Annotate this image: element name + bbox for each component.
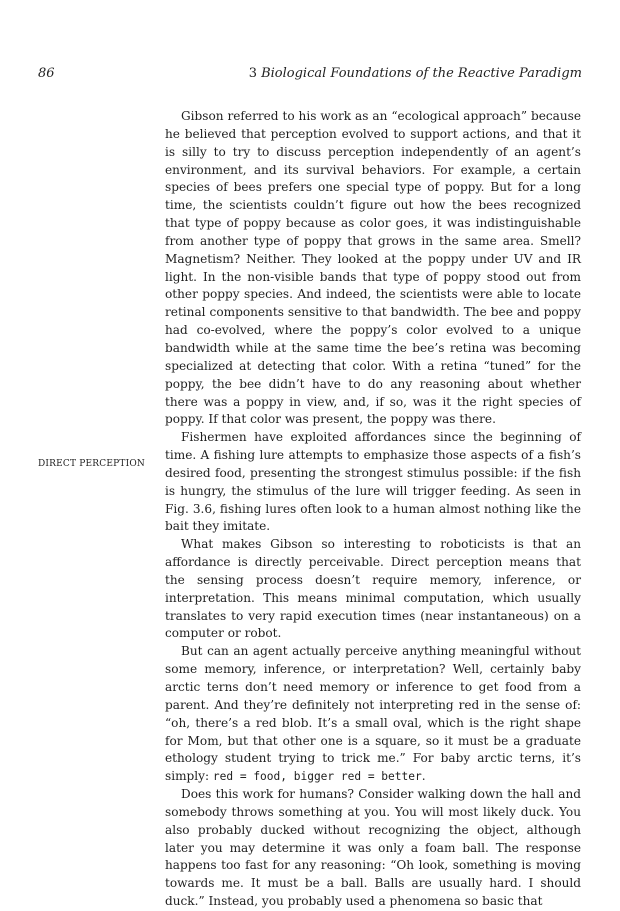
paragraph-end: . bbox=[421, 769, 426, 784]
code-snippet: red = food, bigger red = better bbox=[212, 770, 422, 784]
running-head bbox=[249, 66, 582, 81]
body-text bbox=[165, 108, 581, 911]
margin-note: DIRECT PERCEPTION bbox=[38, 459, 145, 469]
paragraph bbox=[165, 643, 581, 786]
chapter-number: 3 bbox=[248, 66, 258, 81]
page-number: 86 bbox=[38, 66, 55, 81]
paragraph: Gibson referred to his work as an “ecological approach” because he believed that perception evolved to support actions, and that it is silly to try to discuss perception independently of an agent’s environment, and its survival behaviors. For example, a certain species of bees prefers one special type of poppy. But for a long time, the scientists couldn’t figure out how the bees recognized that type of poppy because as color goes, it was indistinguishable from another type of poppy that grows in the same area. Smell? Magnetism? Neither. They looked at the poppy under UV and IR light. In the non-visible bands that type of poppy stood out from other poppy species. And indeed, the scientists were able to locate retinal components sensitive to that bandwidth. The bee and poppy had co-evolved, where the poppy’s color evolved to a unique bandwidth while at the same time the bee’s retina was becoming specialized at detecting that color. With a retina “tuned” for the poppy, the bee didn’t have to do any reasoning about whether there was a poppy in view, and, if so, was it the right species of poppy. If that color was present, the poppy was there. bbox=[165, 109, 581, 427]
paragraph: What makes Gibson so interesting to roboticists is that an affordance is directly perceivable. Direct perception means that the sensing process doesn’t require memory, inference, or interpretation. This means minimal computation, which usually translates to very rapid execution times (near instantaneous) on a computer or robot. bbox=[165, 537, 581, 641]
paragraph: Does this work for humans? Consider walking down the hall and somebody throws something at you. You will most likely duck. You also probably ducked without recognizing the object, although later you may determine it was only a foam ball. The response happens too fast for any reasoning: “Oh look, something is moving towards me. It must be a ball. Balls are usually hard. I should duck.” Instead, you probably used a phenomena so basic that bbox=[165, 787, 581, 909]
paragraph-text: But can an agent actually perceive anything meaningful without some memory, inference, or interpretation? Well, certainly baby arctic terns don’t need memory or inference to get food from a parent. And they’re definitely not interpreting red in the sense of: “oh, there’s a red blob. It’s a small oval, which is the right shape for Mom, but that other one is a square, so it must be a graduate ethology student trying to trick me.” For baby arctic terns, it’s simply: bbox=[165, 644, 581, 784]
page-header bbox=[38, 66, 582, 86]
chapter-title: Biological Foundations of the Reactive Paradigm bbox=[261, 66, 582, 81]
paragraph: Fishermen have exploited affordances since the beginning of time. A fishing lure attempts to emphasize those aspects of a fish’s desired food, presenting the strongest stimulus possible: if the fish is hungry, the stimulus of the lure will trigger feeding. As seen in Fig. 3.6, fishing lures often look to a human almost nothing like the bait they imitate. bbox=[165, 430, 581, 534]
